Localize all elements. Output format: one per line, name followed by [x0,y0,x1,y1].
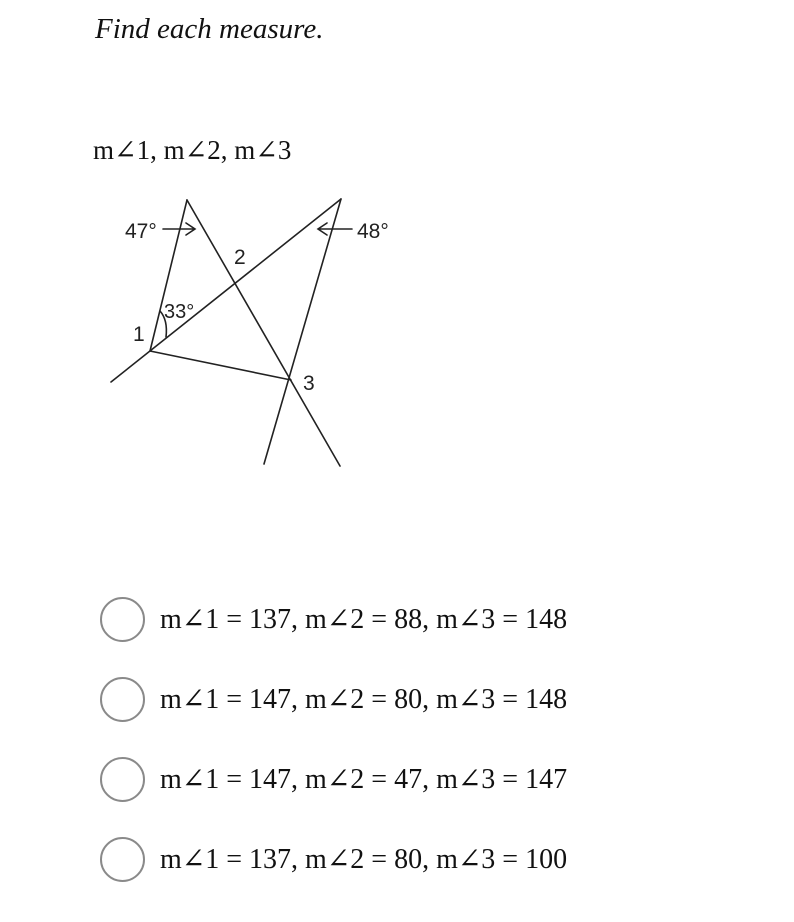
line-right [264,199,341,464]
answer-option-4[interactable] [100,836,620,886]
answer-option-label: m∠1 = 137, m∠2 = 88, m∠3 = 148 [160,604,568,635]
label-angle-2: 2 [234,246,246,269]
line-apex-to-bottom [187,200,340,466]
answer-option-label: m∠1 = 147, m∠2 = 47, m∠3 = 147 [160,764,568,795]
answer-option-label: m∠1 = 137, m∠2 = 80, m∠3 = 100 [160,844,568,875]
label-48: 48° [357,220,389,243]
answer-option-2[interactable] [100,676,620,726]
instruction-text: Find each measure. [95,13,324,45]
answer-option-3[interactable] [100,756,620,806]
radio-button[interactable] [100,757,145,802]
parallel-arrow-right [318,223,352,235]
answer-option-label: m∠1 = 147, m∠2 = 80, m∠3 = 148 [160,684,568,715]
label-33: 33° [164,301,195,323]
radio-button[interactable] [100,837,145,882]
label-angle-3: 3 [303,372,315,395]
label-47: 47° [125,220,157,243]
line-bottom-side [150,351,291,380]
answer-option-1[interactable] [100,596,620,646]
radio-button[interactable] [100,677,145,722]
radio-button[interactable] [100,597,145,642]
label-angle-1: 1 [133,323,145,346]
question-prompt: m∠1, m∠2, m∠3 [93,135,292,165]
